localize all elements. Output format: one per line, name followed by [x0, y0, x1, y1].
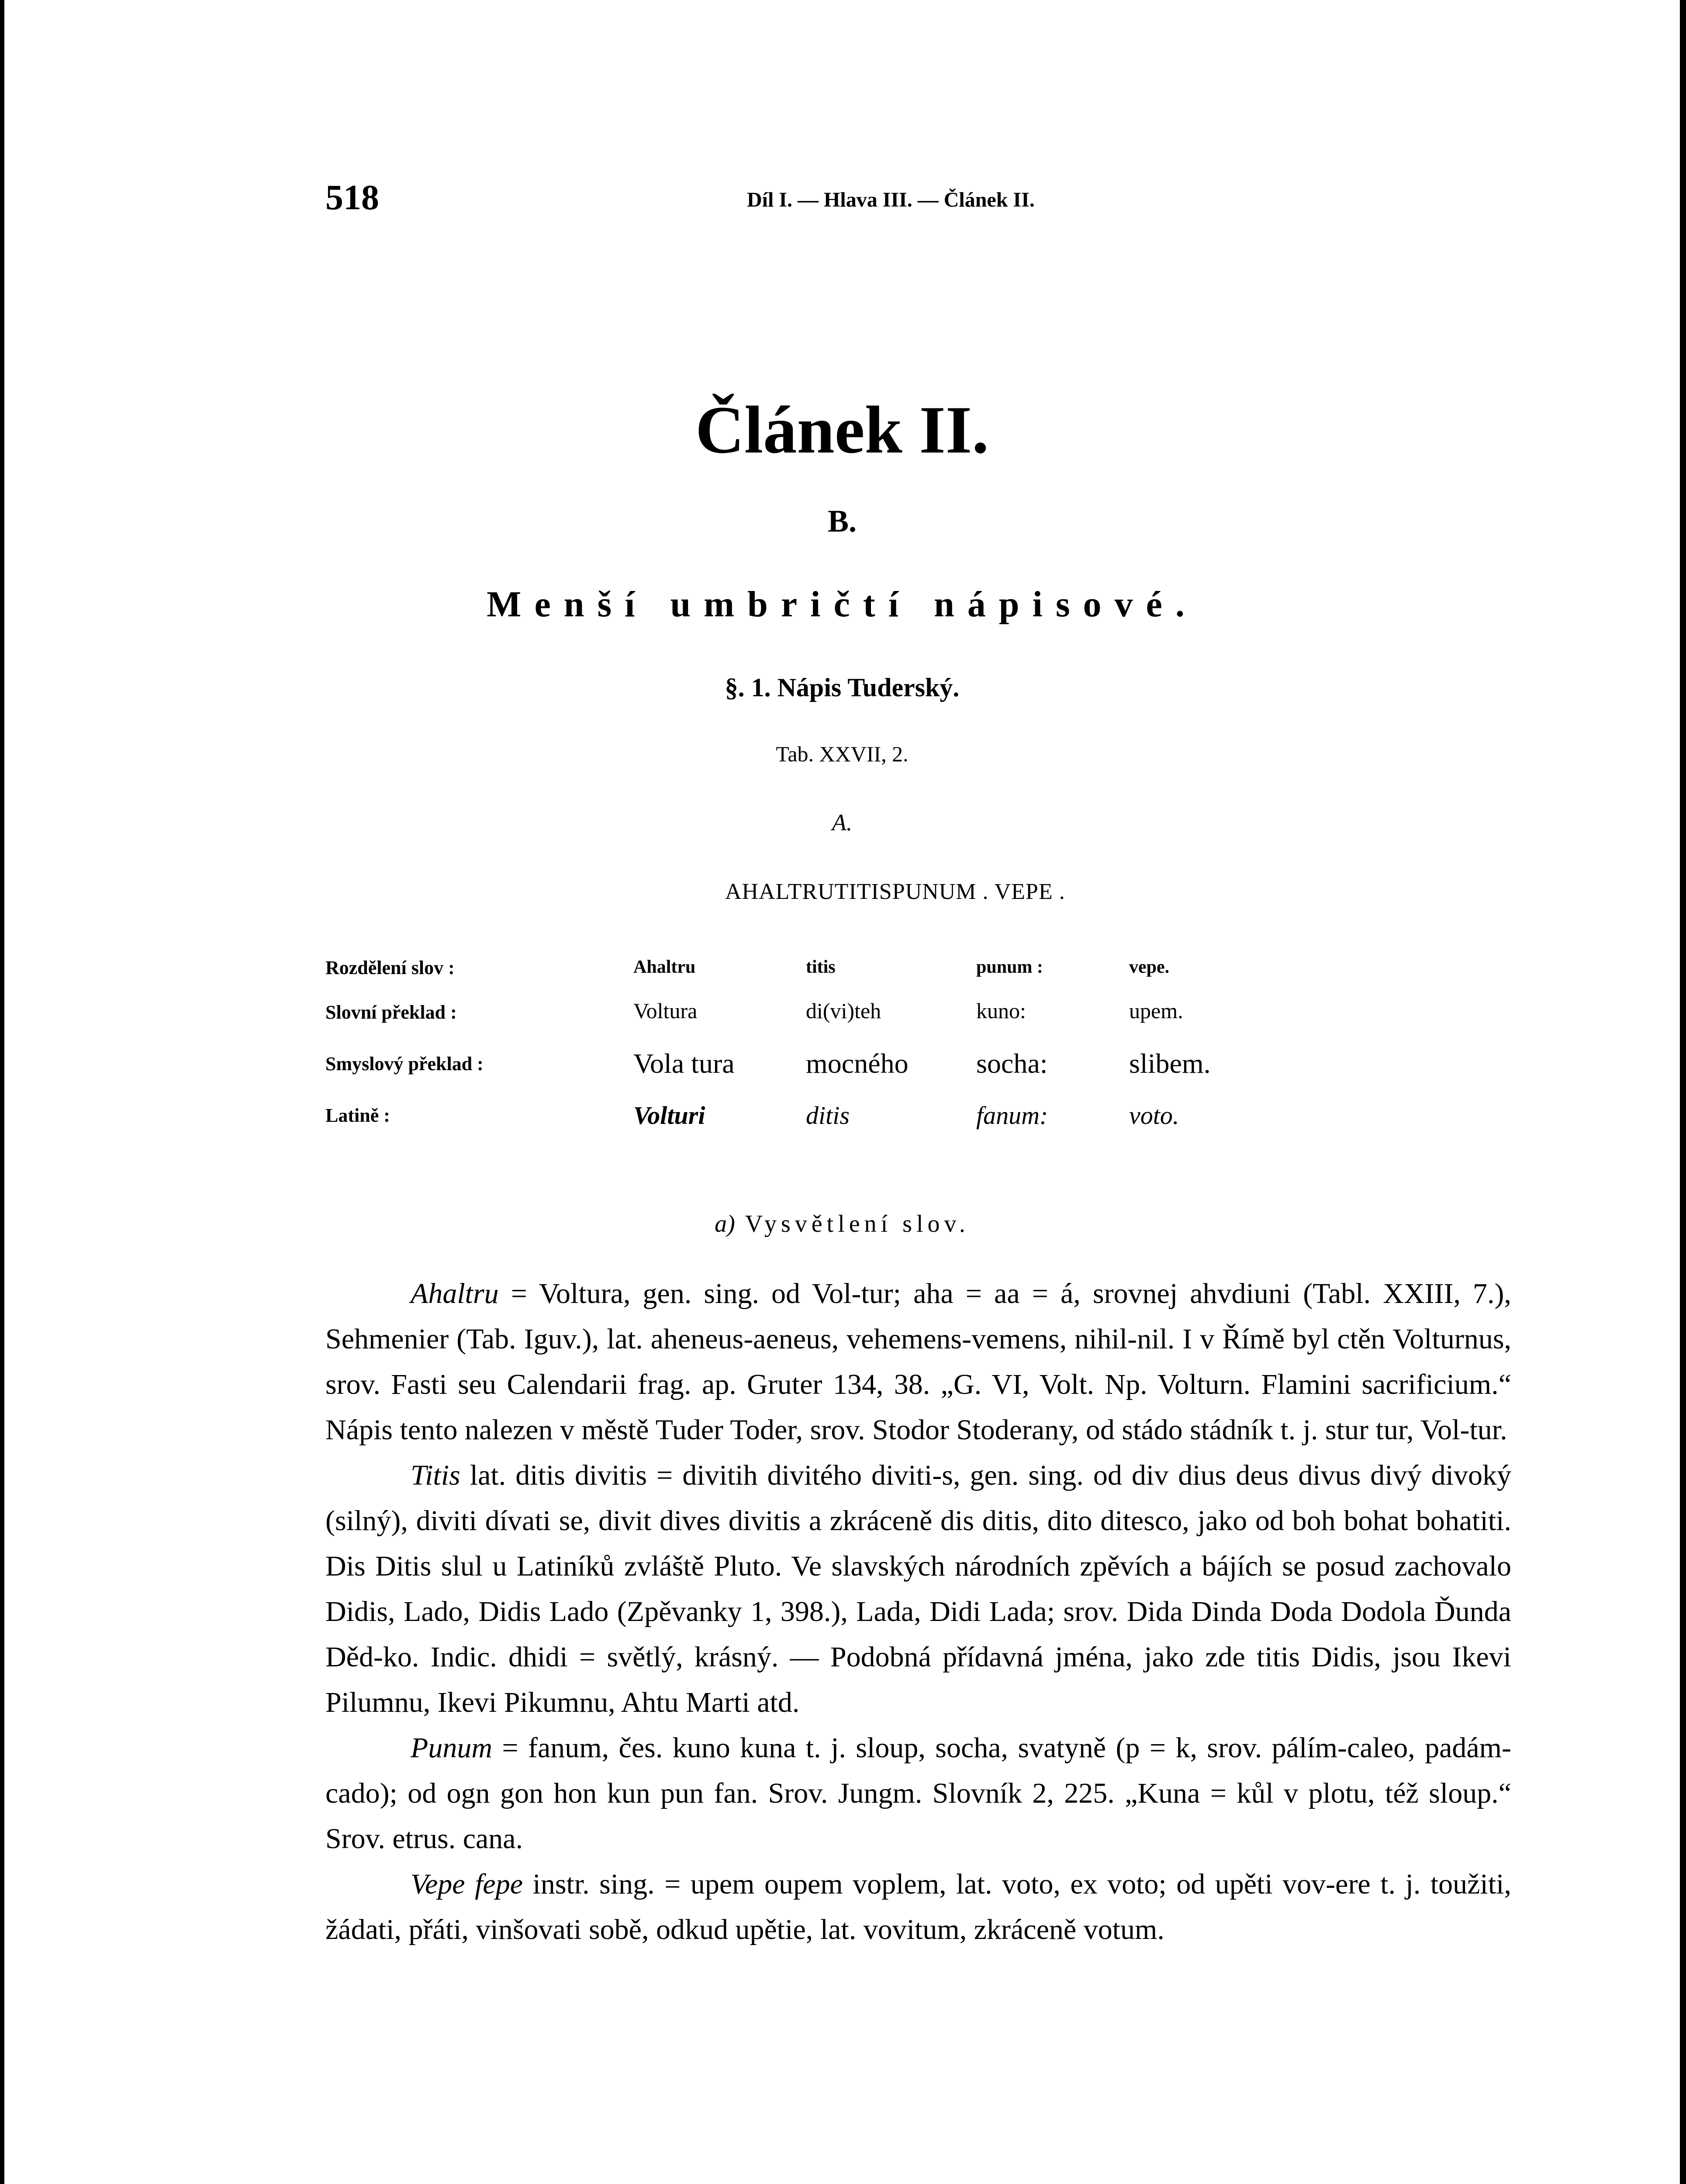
paragraph — [325, 1862, 1511, 1952]
running-header: Díl I. — Hlava III. — Článek II. — [747, 188, 1035, 211]
table-cell: slibem. — [1129, 1048, 1211, 1079]
subtitle-letter: B. — [827, 504, 857, 539]
table-cell: titis — [806, 957, 836, 977]
paragraph — [325, 1725, 1511, 1862]
explanation-heading — [4, 1210, 1680, 1238]
paragraph — [325, 1271, 1511, 1453]
row-label: Slovní překlad : — [325, 1002, 457, 1023]
table-cell: Ahaltru — [633, 957, 696, 977]
table-cell: mocného — [806, 1048, 909, 1079]
paragraph-term: Punum — [411, 1732, 492, 1764]
paragraph-text: lat. ditis divitis = divitih divitého diviti-s, gen. sing. od div dius deus divus divý divoký (silný), diviti dívati se, divit dives divitis a zkráceně dis ditis, dito ditesco, jako od boh bohat bohatiti. Dis Ditis slul u Latiníků zvláště Pluto. Ve slavských národních zpěvích a bájích se posud zachovalo Didis, Lado, Didis Lado (Zpěvanky 1, 398.), Lada, Didi Lada; srov. Dida Dinda Doda Dodola Ďunda Děd-ko. Indic. dhidi = světlý, krásný. — Podobná přídavná jména, jako zde titis Didis, jsou Ikevi Pilumnu, Ikevi Pikumnu, Ahtu Marti atd. — [325, 1459, 1512, 1718]
row-label: Smyslový překlad : — [325, 1053, 484, 1075]
explanation-marker: a) — [715, 1210, 735, 1237]
paragraph-text: = Voltura, gen. sing. od Vol-tur; aha = aa = á, srovnej ahvdiuni (Tabl. XXIII, 7.), Sehmenier (Tab. Iguv.), lat. aheneus-aeneus, vehemens-vemens, nihil-nil. I v Římě byl ctěn Volturnus, srov. Fasti seu Calendarii frag. ap. Gruter 134, 38. „G. VI, Volt. Np. Volturn. Flamini sacrificium.“ Nápis tento nalezen v městě Tuder Toder, srov. Stodor Stoderany, od stádo stádník t. j. stur tur, Vol-tur. — [325, 1278, 1512, 1446]
table-cell: kuno: — [976, 999, 1026, 1023]
paragraph-text: instr. sing. = upem oupem voplem, lat. voto, ex voto; od upěti vov-ere t. j. toužiti, žádati, přáti, vinšovati sobě, odkud upětie, lat. vovitum, zkráceně votum. — [325, 1868, 1511, 1946]
paragraph-term: Titis — [411, 1459, 460, 1491]
table-cell: upem. — [1129, 999, 1183, 1023]
body-text — [325, 1271, 1511, 1952]
section-heading: §. 1. Nápis Tuderský. — [725, 673, 960, 702]
paragraph — [325, 1453, 1511, 1725]
table-cell: di(vi)teh — [806, 999, 881, 1023]
inscription-text: AHALTRUTITISPUNUM . VEPE . — [725, 879, 1065, 904]
paragraph-text: = fanum, čes. kuno kuna t. j. sloup, socha, svatyně (p = k, srov. pálím-caleo, padám-cado); od ogn gon hon kun pun fan. Srov. Jungm. Slovník 2, 225. „Kuna = kůl v plotu, též sloup.“ Srov. etrus. cana. — [325, 1732, 1512, 1855]
row-label: Rozdělení slov : — [325, 957, 455, 978]
paragraph-term: Vepe fepe — [411, 1868, 523, 1900]
paragraph-term: Ahaltru — [411, 1278, 499, 1310]
table-cell: punum : — [976, 957, 1043, 977]
page — [4, 0, 1680, 2184]
part-marker: A. — [832, 809, 853, 836]
table-cell: Vola tura — [633, 1048, 735, 1079]
subtitle: Menší umbričtí nápisové. — [487, 584, 1198, 625]
table-reference: Tab. XXVII, 2. — [776, 742, 909, 766]
page-number: 518 — [325, 177, 379, 217]
table-cell: fanum: — [976, 1101, 1048, 1130]
table-cell: vepe. — [1129, 957, 1170, 977]
table-cell: Voltura — [633, 999, 698, 1023]
table-cell: Volturi — [633, 1101, 705, 1130]
chapter-title: Článek II. — [695, 392, 989, 467]
row-label: Latině : — [325, 1105, 390, 1126]
table-cell: voto. — [1129, 1101, 1179, 1130]
explanation-title: Vysvětlení slov. — [745, 1210, 970, 1237]
table-cell: socha: — [976, 1048, 1048, 1079]
table-cell: ditis — [806, 1101, 850, 1130]
